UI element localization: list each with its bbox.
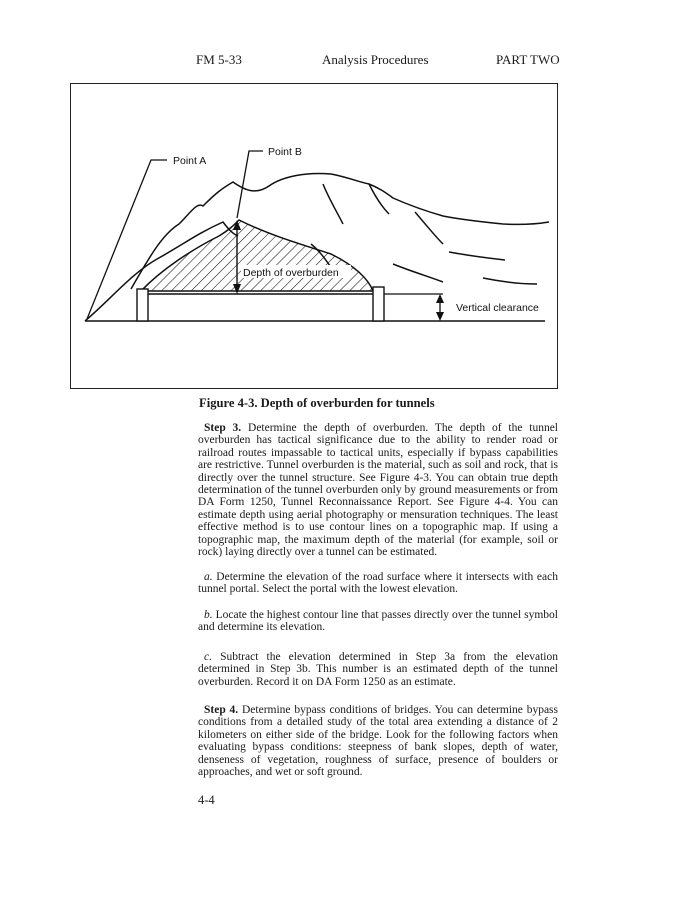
step-3b-text: Locate the highest contour line that passes directly over the tunnel symbol and determine its elevation.	[198, 609, 558, 634]
header-manual-id: FM 5-33	[196, 52, 242, 67]
step-4-lead: Step 4.	[204, 704, 239, 716]
clearance-label: Vertical clearance	[456, 302, 539, 314]
paragraph-step-3	[198, 422, 558, 558]
depth-label: Depth of overburden	[243, 267, 339, 279]
mountain-stroke	[449, 252, 505, 260]
overburden-hatch	[141, 220, 373, 291]
point-b-label: Point B	[268, 146, 302, 158]
paragraph-step-4	[198, 704, 558, 778]
point-b-leader	[237, 151, 263, 218]
step-3-lead: Step 3.	[204, 422, 242, 434]
step-3a-text: Determine the elevation of the road surface where it intersects with each tunnel portal. Select the portal with the lowest elevation.	[198, 571, 558, 596]
page-number: 4-4	[198, 793, 215, 807]
mountain-stroke	[323, 184, 343, 224]
paragraph-step-3c	[198, 651, 558, 688]
mountain-stroke	[483, 278, 537, 284]
paragraph-step-3b	[198, 609, 558, 634]
figure-illustration	[71, 84, 558, 389]
step-4-text: Determine bypass conditions of bridges. You can determine bypass conditions from a detailed study of the total area extending a distance of 2 kilometers on either side of the bridge. Look for the following factors when evaluating bypass conditions: steepness of bank slopes, depth of water, denseness of vegetation, roughness of surface, presence of boulders or approaches, and wet or soft ground.	[198, 704, 558, 779]
header-section-title: Analysis Procedures	[322, 52, 429, 67]
tunnel-portal-left	[137, 289, 148, 321]
step-3b-lead: b.	[204, 609, 213, 621]
mountain-stroke	[415, 212, 443, 244]
point-a-leader	[87, 160, 167, 319]
point-a-label: Point A	[173, 155, 207, 167]
step-3c-lead: c.	[204, 651, 212, 663]
step-3a-lead: a.	[204, 571, 213, 583]
paragraph-step-3a	[198, 571, 558, 596]
tunnel-portal-right	[373, 287, 384, 321]
figure-tunnel-overburden	[70, 83, 558, 389]
header-part: PART TWO	[496, 52, 560, 67]
figure-caption: Figure 4-3. Depth of overburden for tunnels	[199, 396, 435, 410]
mountain-stroke	[393, 264, 443, 282]
step-3c-text: Subtract the elevation determined in Step 3a from the elevation determined in Step 3b. This number is an estimated depth of the tunnel overburden. Record it on DA Form 1250 as an estimate.	[198, 651, 558, 688]
step-3-text: Determine the depth of overburden. The depth of the tunnel overburden has tactical significance due to the ability to render road or railroad routes impassable to tactical units, especially if bypass capabilities are restrictive. Tunnel overburden is the material, such as soil and rock, that is directly over the tunnel structure. See Figure 4-3. You can obtain true depth determination of the tunnel overburden only by ground measurements or from DA Form 1250, Tunnel Reconnaissance Report. See Figure 4-4. You can estimate depth using aerial photography or mensuration techniques. The least effective method is to use contour lines on a topographic map. If using a topographic map, the maximum depth of the material (for example, soil or rock) laying directly over a tunnel can be estimated.	[198, 422, 558, 559]
